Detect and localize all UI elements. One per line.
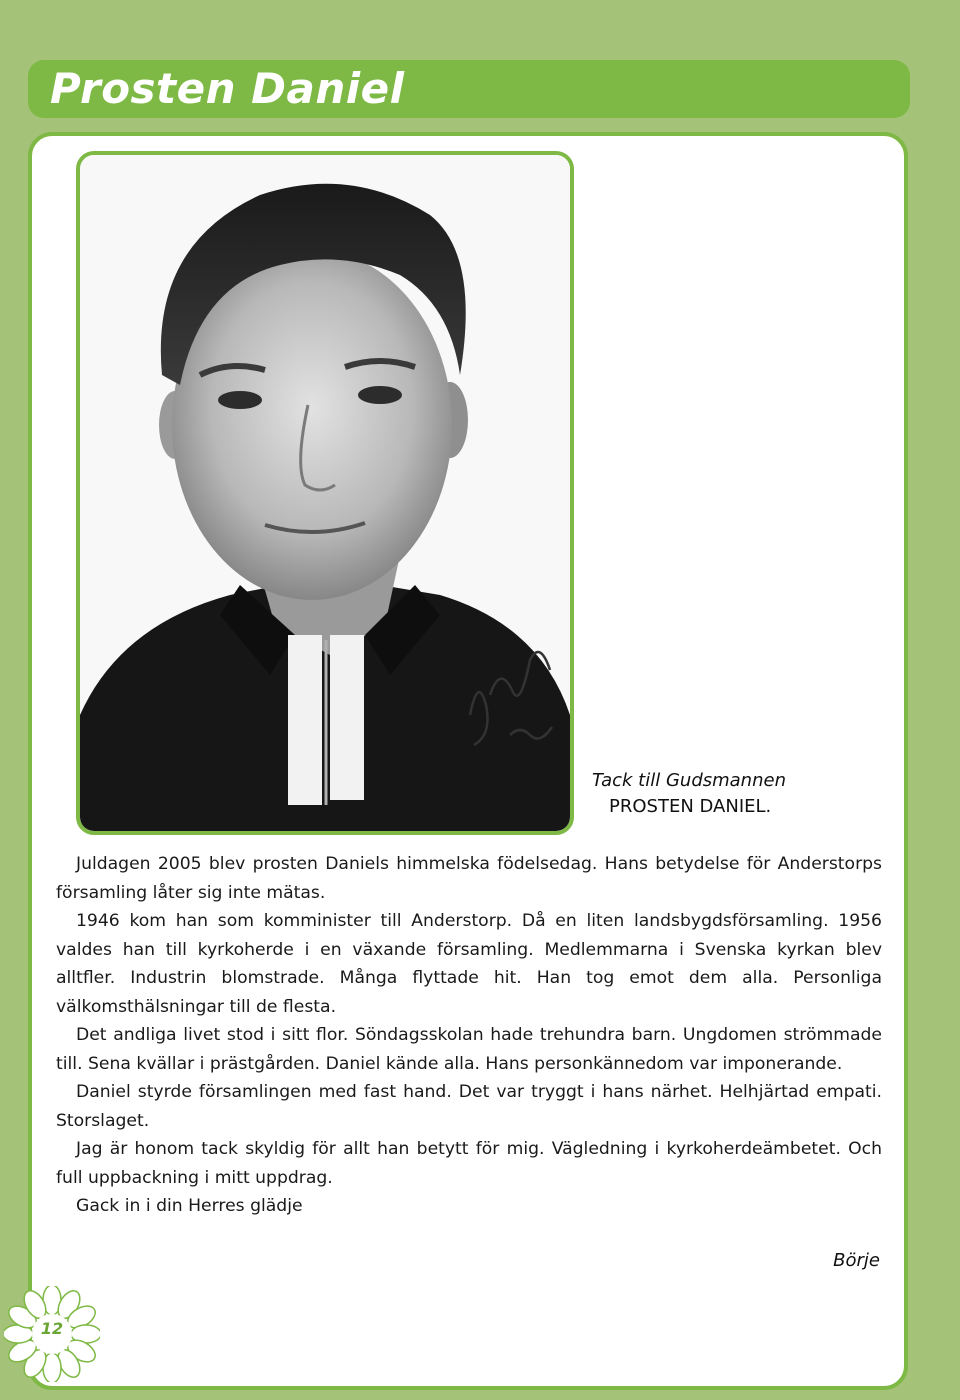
portrait-image	[80, 155, 570, 831]
article-body	[56, 850, 882, 1221]
portrait-photo	[76, 151, 574, 835]
paragraph: 1946 kom han som komminister till Anderstorp. Då en liten landsbygdsförsamling. 1956 valdes han till kyrkoherde i en växande församling. Medlemmarna i Svenska kyrkan blev alltfler. Industrin blomstrade. Många flyttade hit. Han tog emot dem alla. Personliga välkomsthälsningar till de flesta.	[56, 911, 882, 1017]
photo-caption	[592, 768, 812, 820]
paragraph: Jag är honom tack skyldig för allt han betytt för mig. Vägledning i kyrkoherdeämbetet. Och full uppbackning i mitt uppdrag.	[56, 1139, 882, 1188]
signature: Börje	[833, 1250, 880, 1271]
page-badge	[4, 1286, 100, 1382]
paragraph: Juldagen 2005 blev prosten Daniels himmelska födelsedag. Hans betydelse för Anderstorps församling låter sig inte mätas.	[56, 854, 882, 903]
paragraph: Gack in i din Herres glädje	[76, 1196, 303, 1216]
title-bar	[28, 60, 910, 118]
page-title: Prosten Daniel	[50, 64, 405, 113]
paragraph: Det andliga livet stod i sitt flor. Söndagsskolan hade trehundra barn. Ungdomen strömmade till. Sena kvällar i prästgården. Daniel kände alla. Hans personkännedom var imponerande.	[56, 1025, 882, 1074]
paragraph: Daniel styrde församlingen med fast hand. Det var tryggt i hans närhet. Helhjärtad empati. Storslaget.	[56, 1082, 882, 1131]
caption-line-2: PROSTEN DANIEL.	[609, 796, 772, 817]
caption-line-1: Tack till Gudsmannen	[592, 770, 786, 791]
page-number: 12	[40, 1319, 64, 1338]
